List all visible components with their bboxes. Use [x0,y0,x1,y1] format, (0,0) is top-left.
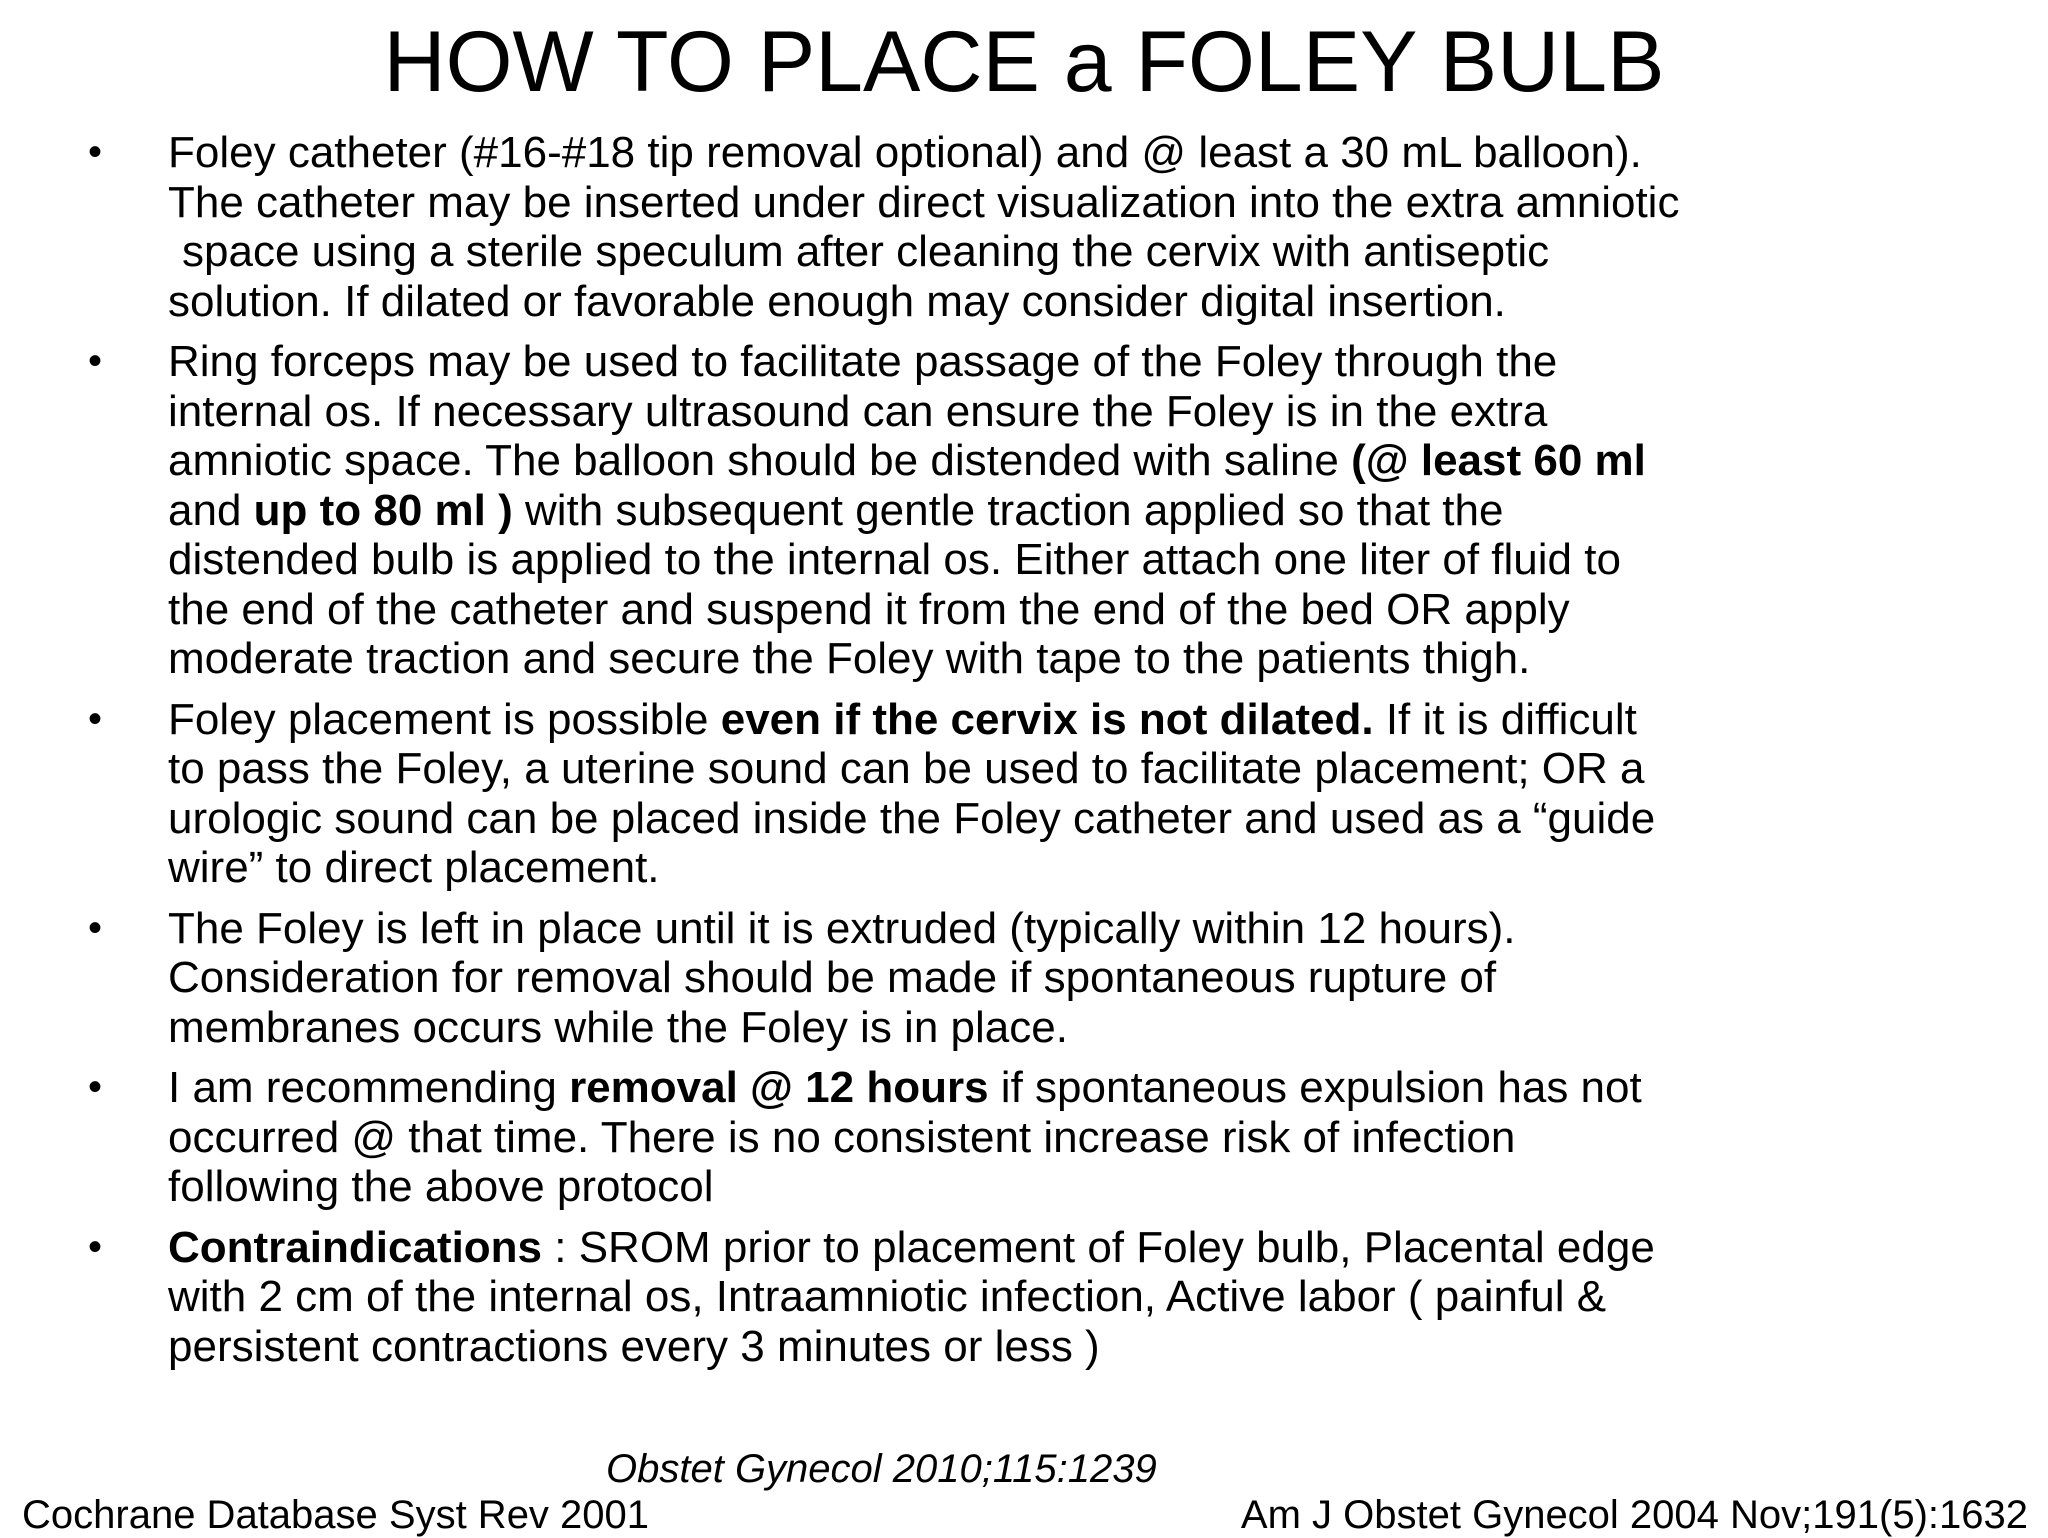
bullet-dot-icon: • [88,1065,103,1109]
bullet-catheter-size [82,128,2002,326]
text-line: Ring forceps may be used to facilitate passage of the Foley through the [168,337,1558,386]
text-line: following the above protocol [168,1162,714,1211]
text-line: Foley catheter (#16-#18 tip removal optional) and @ least a 30 mL balloon). [168,128,1642,177]
bold-run: Contraindications [168,1222,543,1272]
bullet-removal-recommendation [82,1063,2002,1212]
text-line: persistent contractions every 3 minutes or less ) [168,1321,1100,1371]
text-line: Consideration for removal should be made if spontaneous rupture of [168,953,1497,1002]
text-line: the end of the catheter and suspend it from the end of the bed OR apply [168,584,1570,634]
text-line: distended bulb is applied to the internal os. Either attach one liter of fluid to [168,535,1621,584]
bold-run: removal @ 12 hours [569,1063,989,1112]
text-line [168,436,2002,486]
reference-am-j-obstet-gynecol: Am J Obstet Gynecol 2004 Nov;191(5):1632 [1240,1493,2028,1537]
text-line: moderate traction and secure the Foley with tape to the patients thigh. [168,634,1531,683]
bullet-contraindications [82,1223,2002,1372]
text-line [168,1063,2002,1113]
text-line: space using a sterile speculum after cleaning the cervix with antiseptic [182,227,1550,276]
bullet-placement-possible [82,695,2002,893]
bullet-dot-icon: • [88,696,103,741]
text-line [168,1223,2002,1273]
text-line: solution. If dilated or favorable enough may consider digital insertion. [168,276,1506,326]
text-run: amniotic space. The balloon should be distended with saline [168,436,1352,485]
text-run: if spontaneous expulsion has not [988,1063,1642,1112]
bullet-dot-icon: • [88,905,103,950]
text-line [168,695,2002,745]
text-line: wire” to direct placement. [168,843,660,892]
bold-run: up to 80 ml ) [253,485,513,535]
text-run: If it is difficult [1373,694,1637,744]
bullet-dot-icon: • [88,1224,103,1269]
bold-run: (@ least 60 ml [1351,436,1646,485]
text-line: urologic sound can be placed inside the Foley catheter and used as a “guide [168,793,1656,843]
text-line: The Foley is left in place until it is extruded (typically within 12 hours). [168,903,1516,953]
text-run: with subsequent gentle traction applied so that the [512,485,1504,535]
text-run: and [168,485,254,535]
text-line: with 2 cm of the internal os, Intraamniotic infection, Active labor ( painful & [168,1272,1607,1321]
bullet-dot-icon: • [88,130,103,174]
bold-run: even if the cervix is not dilated. [720,694,1374,744]
text-line: occurred @ that time. There is no consistent increase risk of infection [168,1112,1516,1162]
text-run: Foley placement is possible [168,694,721,744]
text-line: The catheter may be inserted under direct visualization into the extra amniotic [168,177,1680,227]
text-line: to pass the Foley, a uterine sound can be used to facilitate placement; OR a [168,744,1645,793]
bullet-ring-forceps [82,337,2002,684]
bullet-list [82,128,2002,1382]
bullet-left-in-place [82,904,2002,1053]
text-run: : SROM prior to placement of Foley bulb, Placental edge [542,1222,1655,1272]
text-line: membranes occurs while the Foley is in place. [168,1002,1068,1052]
reference-obstet-gynecol: Obstet Gynecol 2010;115:1239 [606,1447,1157,1491]
reference-cochrane: Cochrane Database Syst Rev 2001 [22,1493,650,1537]
text-run: I am recommending [168,1063,570,1112]
page-title: HOW TO PLACE a FOLEY BULB [383,14,1665,110]
text-line [168,486,2002,536]
text-line: internal os. If necessary ultrasound can ensure the Foley is in the extra [168,386,1548,436]
bullet-dot-icon: • [88,339,103,383]
